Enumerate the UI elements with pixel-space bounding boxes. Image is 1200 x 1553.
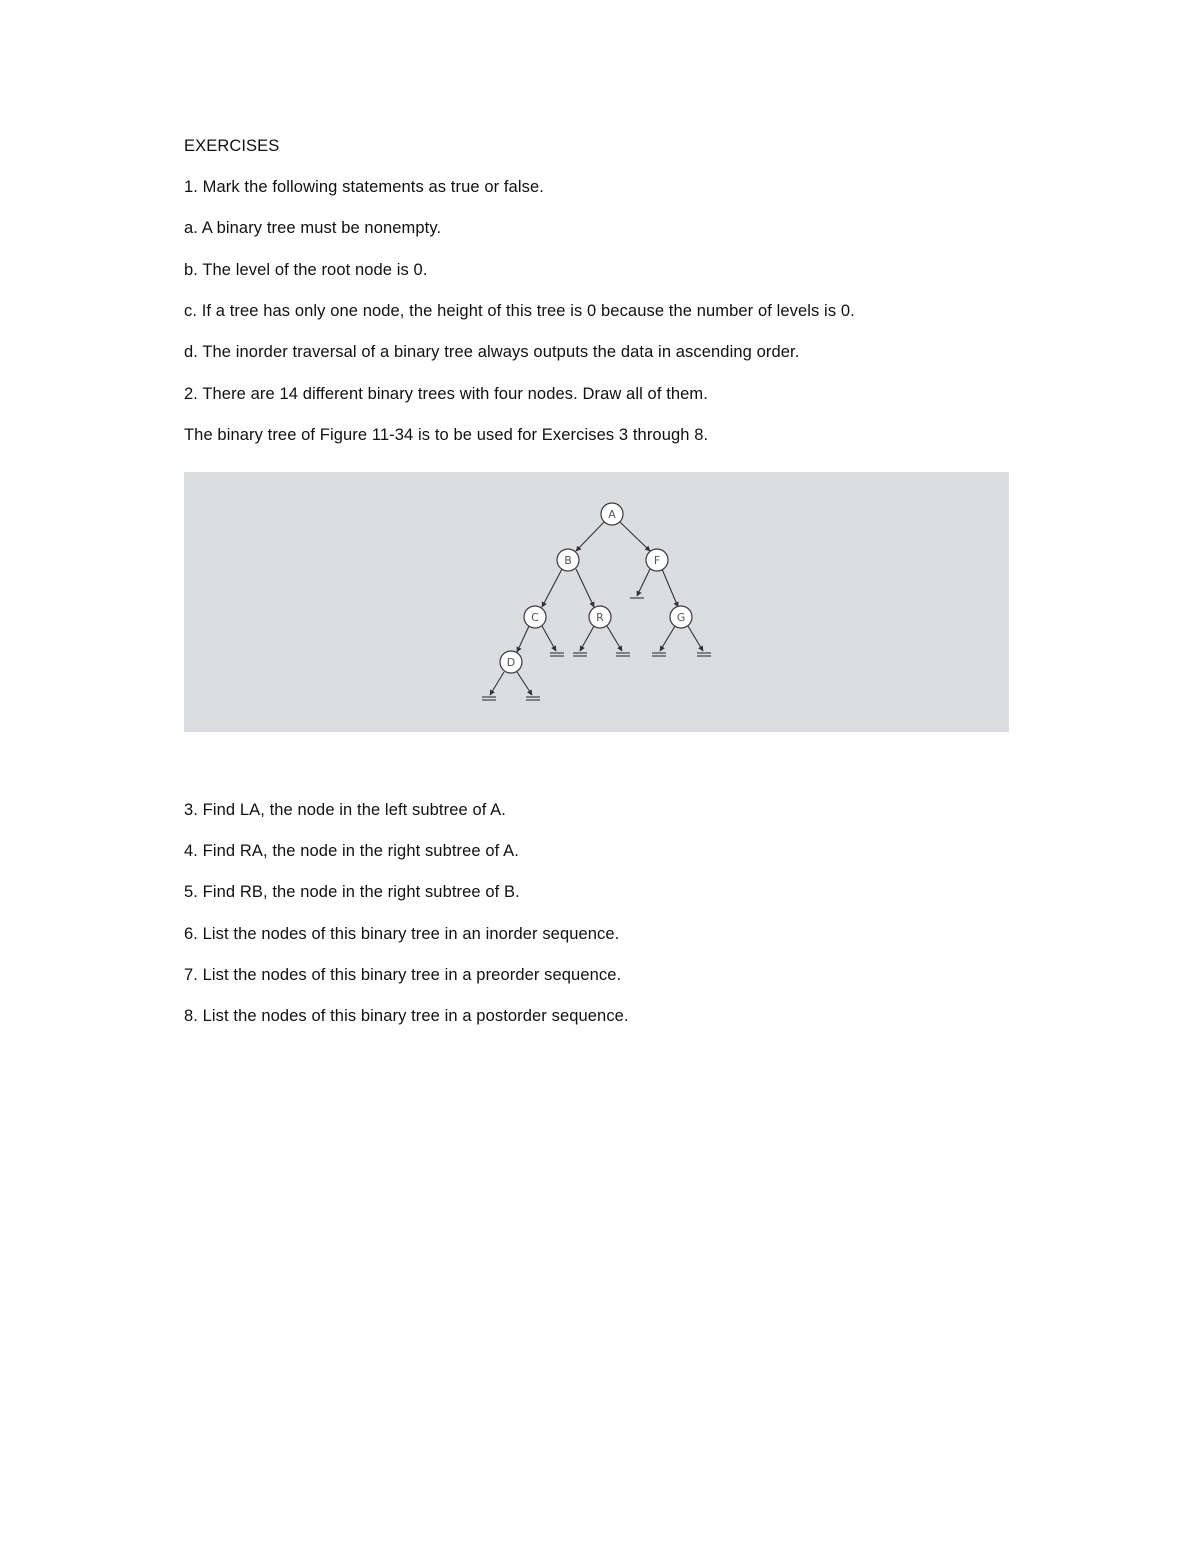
exercise-2: 2. There are 14 different binary trees with four nodes. Draw all of them. — [184, 385, 708, 403]
edge-g-null-left — [660, 626, 675, 651]
edge-b-c — [542, 569, 562, 607]
tree-node-label: D — [506, 656, 516, 669]
exercise-1d: d. The inorder traversal of a binary tree always outputs the data in ascending order. — [184, 343, 800, 361]
tree-node-f — [646, 549, 668, 571]
tree-node-label: R — [596, 611, 604, 624]
exercise-7: 7. List the nodes of this binary tree in a preorder sequence. — [184, 966, 622, 984]
binary-tree-figure — [184, 472, 1009, 732]
null-marker — [550, 653, 564, 656]
edge-a-f — [620, 522, 650, 551]
edge-c-d — [517, 626, 529, 652]
edge-d-null-left — [490, 672, 504, 695]
null-marker — [652, 653, 666, 656]
figure-intro: The binary tree of Figure 11-34 is to be used for Exercises 3 through 8. — [184, 426, 709, 444]
null-marker — [616, 653, 630, 656]
tree-node-label: G — [676, 611, 686, 624]
tree-node-d — [500, 651, 522, 673]
edge-c-null — [542, 626, 556, 651]
tree-node-label: C — [531, 611, 539, 624]
tree-node-r — [589, 606, 611, 628]
exercise-5: 5. Find RB, the node in the right subtree of B. — [184, 883, 520, 901]
edge-r-null-right — [607, 626, 622, 651]
tree-node-a — [601, 503, 623, 525]
exercise-4: 4. Find RA, the node in the right subtree of A. — [184, 842, 519, 860]
null-marker — [482, 697, 496, 700]
edge-b-r — [576, 569, 594, 607]
tree-node-c — [524, 606, 546, 628]
exercise-1c: c. If a tree has only one node, the height of this tree is 0 because the number of levels is 0. — [184, 302, 855, 320]
edge-a-b — [576, 522, 604, 551]
edge-d-null-right — [517, 672, 532, 695]
exercises-heading: EXERCISES — [184, 137, 280, 155]
tree-node-label: F — [653, 554, 661, 567]
tree-node-b — [557, 549, 579, 571]
binary-tree-diagram — [184, 472, 1009, 732]
exercise-6: 6. List the nodes of this binary tree in an inorder sequence. — [184, 925, 620, 943]
edge-r-null-left — [580, 626, 594, 651]
edge-f-null — [637, 569, 650, 596]
null-marker — [526, 697, 540, 700]
tree-node-g — [670, 606, 692, 628]
tree-node-label: A — [608, 508, 616, 521]
null-marker — [697, 653, 711, 656]
exercise-8: 8. List the nodes of this binary tree in a postorder sequence. — [184, 1007, 629, 1025]
exercise-1-prompt: 1. Mark the following statements as true or false. — [184, 178, 544, 196]
edge-g-null-right — [688, 626, 703, 651]
tree-node-label: B — [564, 554, 572, 567]
edge-f-g — [662, 569, 678, 607]
exercise-1a: a. A binary tree must be nonempty. — [184, 219, 442, 237]
null-marker — [573, 653, 587, 656]
exercise-3: 3. Find LA, the node in the left subtree of A. — [184, 801, 506, 819]
exercise-1b: b. The level of the root node is 0. — [184, 261, 428, 279]
